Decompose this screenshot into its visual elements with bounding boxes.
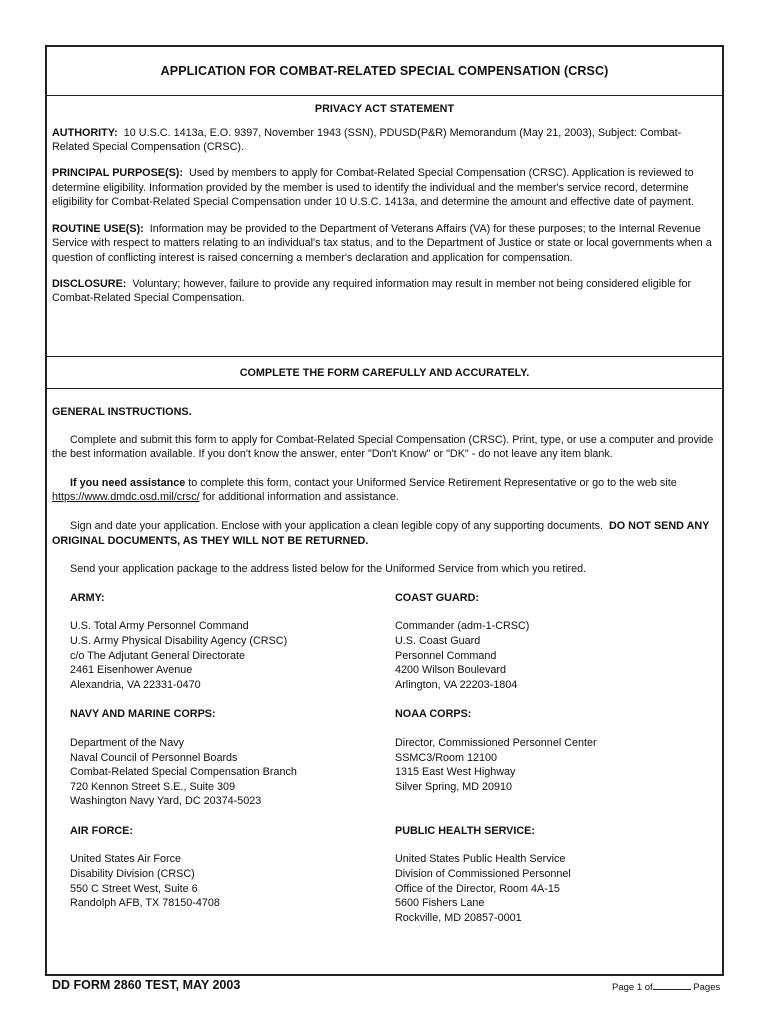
address-line: 1315 East West Highway [395, 766, 516, 779]
address-line: Randolph AFB, TX 78150-4708 [70, 897, 220, 910]
address-navy [70, 707, 395, 809]
address-line: SSMC3/Room 12100 [395, 751, 498, 764]
address-grid [70, 591, 717, 941]
address-line: Division of Commissioned Personnel [395, 868, 571, 881]
purpose-label: PRINCIPAL PURPOSE(S): [52, 167, 183, 180]
address-line: United States Air Force [70, 853, 182, 866]
address-army [70, 591, 395, 693]
address-noaa [395, 707, 715, 809]
instructions-heading: GENERAL INSTRUCTIONS. [52, 406, 192, 418]
service-name-noaa: NOAA CORPS: [395, 708, 472, 721]
address-line: Arlington, VA 22203-1804 [395, 678, 518, 691]
address-line: Director, Commissioned Personnel Center [395, 736, 597, 749]
address-line: Naval Council of Personnel Boards [70, 751, 238, 764]
address-line: 720 Kennon Street S.E., Suite 309 [70, 780, 236, 793]
page-total-blank[interactable] [653, 980, 691, 990]
service-name-navy: NAVY AND MARINE CORPS: [70, 708, 216, 721]
routine-label: ROUTINE USE(S): [52, 222, 144, 235]
assistance-paragraph: If you need assistance to complete this form, contact your Uniformed Service Retirement Representative or go to the web site https://www.dmdc.osd.mil/crsc/ for additional information and assistance. [52, 476, 677, 504]
service-name-coast-guard: COAST GUARD: [395, 591, 479, 604]
address-line: Department of the Navy [70, 736, 185, 749]
disclosure-text: Voluntary; however, failure to provide any required information may result in member not being considered eligible for Combat-Related Special Compensation. [52, 277, 692, 305]
address-line: U.S. Coast Guard [395, 634, 481, 647]
privacy-heading: PRIVACY ACT STATEMENT [314, 103, 455, 115]
purpose-paragraph [52, 166, 717, 210]
instructions-paragraph-3: Sign and date your application. Enclose with your application a clean legible copy of any supporting documents. DO NOT SEND ANY ORIGINAL DOCUMENTS, AS THEY WILL NOT BE RETURNED. [52, 519, 710, 547]
instructions-paragraph-1: Complete and submit this form to apply for Combat-Related Special Compensation (CRSC). Print, type, or use a computer and provide the best information available. If you don't know the answer, enter "Don't Know" or "DK" - do not leave any item blank. [52, 433, 714, 461]
routine-text: Information may be provided to the Department of Veterans Affairs (VA) for these purposes; to the Internal Revenue Service with respect to matters relating to an individual's tax status, and to the Department of Justice or state or local governments when a question of conflicting interest is raised concerning a member's declaration and application for compensation. [52, 222, 712, 264]
authority-text: 10 U.S.C. 1413a, E.O. 9397, November 1943 (SSN), PDUSD(P&R) Memorandum (May 21, 2003), Subject: Combat-Related Special Compensation (CRSC). [52, 126, 682, 154]
address-public-health [395, 824, 715, 926]
address-line: Washington Navy Yard, DC 20374-5023 [70, 795, 262, 808]
address-line: c/o The Adjutant General Directorate [70, 649, 246, 662]
privacy-act-section [47, 96, 722, 357]
disclosure-paragraph [52, 277, 717, 306]
address-line: Rockville, MD 20857-0001 [395, 911, 522, 924]
complete-carefully-notice: COMPLETE THE FORM CAREFULLY AND ACCURATELY. [47, 357, 722, 389]
purpose-text: Used by members to apply for Combat-Related Special Compensation (CRSC). Application is reviewed to determine eligibility. Information provided by the member is used to identify the individual and the member's service record, determine eligibility for Combat-Related Special Compensation under 10 U.S.C. 1413a, and determine the amount and effective date of payment. [52, 167, 694, 209]
authority-label: AUTHORITY: [52, 126, 118, 139]
instructions-paragraph-4: Send your application package to the address listed below for the Uniformed Service from which you retired. [70, 563, 587, 576]
address-line: Office of the Director, Room 4A-15 [395, 882, 560, 895]
address-line: U.S. Army Physical Disability Agency (CRSC) [70, 634, 288, 647]
address-line: Personnel Command [395, 649, 497, 662]
page-suffix: Pages [693, 982, 721, 993]
service-name-army: ARMY: [70, 591, 105, 604]
crsc-website-link[interactable]: https://www.dmdc.osd.mil/crsc/ [52, 491, 200, 504]
routine-paragraph [52, 222, 717, 266]
authority-paragraph [52, 126, 717, 155]
service-name-public-health: PUBLIC HEALTH SERVICE: [395, 824, 535, 837]
form-identifier: DD FORM 2860 TEST, MAY 2003 [52, 978, 241, 992]
address-line: 550 C Street West, Suite 6 [70, 882, 198, 895]
form-frame [45, 45, 724, 976]
address-line: 2461 Eisenhower Avenue [70, 664, 193, 677]
address-line: United States Public Health Service [395, 853, 566, 866]
address-line: Commander (adm-1-CRSC) [395, 620, 530, 633]
form-title: APPLICATION FOR COMBAT-RELATED SPECIAL COMPENSATION (CRSC) [47, 47, 722, 96]
address-line: Alexandria, VA 22331-0470 [70, 678, 201, 691]
address-line: Combat-Related Special Compensation Branch [70, 766, 297, 779]
address-line: Disability Division (CRSC) [70, 868, 195, 881]
assistance-label: If you need assistance [70, 476, 186, 489]
address-line: 4200 Wilson Boulevard [395, 664, 507, 677]
address-line: 5600 Fishers Lane [395, 897, 485, 910]
general-instructions-section [47, 389, 722, 940]
page-prefix: Page 1 of [612, 982, 653, 993]
no-originals-warning: DO NOT SEND ANY ORIGINAL DOCUMENTS, AS THEY WILL NOT BE RETURNED. [52, 519, 710, 547]
address-line: U.S. Total Army Personnel Command [70, 620, 249, 633]
address-line: Silver Spring, MD 20910 [395, 780, 513, 793]
address-air-force [70, 824, 395, 926]
disclosure-label: DISCLOSURE: [52, 277, 127, 290]
address-coast-guard [395, 591, 715, 693]
page-count [612, 980, 720, 993]
service-name-air-force: AIR FORCE: [70, 824, 133, 837]
